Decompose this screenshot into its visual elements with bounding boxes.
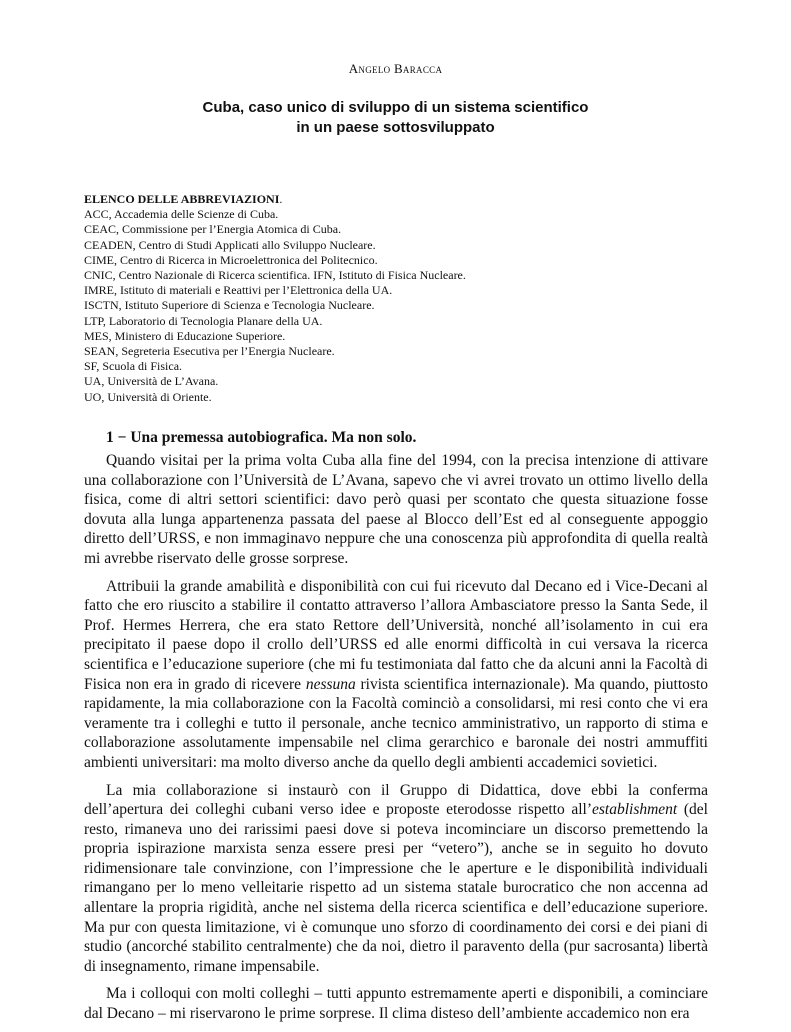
abbreviation-item: CNIC, Centro Nazionale di Ricerca scientifica. IFN, Istituto di Fisica Nucleare.	[84, 268, 466, 283]
title-line-1: Cuba, caso unico di sviluppo di un sistema scientifico	[202, 99, 589, 116]
section-1	[84, 428, 708, 1032]
paragraph-3: La mia collaborazione si instaurò con il Gruppo di Didattica, dove ebbi la conferma dell’apertura dei colleghi cubani verso idee e proposte eterodosse rispetto all’establishment (del resto, rimaneva uno dei rarissimi paesi dove si poteva incominciare un discorso premettendo la propria ispirazione marxista senza essere presi per “vetero”), anche se in seguito ho dovuto ridimensionare tale convinzione, con l’impressione che le aperture e le disponibilità individuali rimangano per lo meno velleitarie rispetto ad un sistema statale burocratico che non accenna ad allentare la propria rigidità, anche nel sistema della ricerca scientifica e dell’educazione superiore. Ma pur con questa limitazione, vi è comunque uno sforzo di coordinamento dei corsi e dei piani di studio (ancorché stabilito centralmente) che da noi, dietro il paravento della (pur sacrosanta) libertà di insegnamento, rimane impensabile.	[84, 781, 708, 975]
abbreviation-item: UA, Università de L’Avana.	[84, 374, 219, 389]
abbreviation-item: UO, Università di Oriente.	[84, 389, 212, 404]
abbreviations-list	[84, 192, 724, 405]
abbreviation-item: IMRE, Istituto di materiali e Reattivi per l’Elettronica della UA.	[84, 283, 393, 298]
author-name: Angelo Baracca	[348, 61, 443, 76]
abbreviation-item: MES, Ministero di Educazione Superiore.	[84, 328, 286, 343]
abbreviation-item: CEAC, Commissione per l’Energia Atomica di Cuba.	[84, 222, 342, 237]
abbreviation-item: SF, Scuola di Fisica.	[84, 359, 183, 374]
emphasis-text: nessuna	[305, 675, 356, 693]
abbreviation-item: ISCTN, Istituto Superiore di Scienza e Tecnologia Nucleare.	[84, 298, 375, 313]
paragraph-2: Attribuii la grande amabilità e disponibilità con cui fui ricevuto dal Decano ed i Vice-Decani al fatto che ero riuscito a stabilire il contatto attraverso l’allora Ambasciatore presso la Santa Sede, il Prof. Hermes Herrera, che era stato Rettore dell’Università, nonché all’isolamento in cui era precipitato il paese dopo il crollo dell’URSS ed alle enormi difficoltà in cui versava la ricerca scientifica e l’educazione superiore (che mi fu testimoniata dal fatto che da alcuni anni la Facoltà di Fisica non era in grado di ricevere nessuna rivista scientifica internazionale). Ma quando, piuttosto rapidamente, la mia collaborazione con la Facoltà cominciò a consolidarsi, mi resi conto che vi era veramente tra i colleghi e tutto il personale, anche tecnico amministrativo, un rapporto di stima e collaborazione assolutamente impensabile nel clima gerarchico e baronale dei nostri ammuffiti ambienti universitari: ma molto diverso anche da quello degli ambienti accademici sovietici.	[84, 577, 708, 771]
abbreviation-item: SEAN, Segreteria Esecutiva per l’Energia Nucleare.	[84, 344, 335, 359]
abbreviations-heading: ELENCO DELLE ABBREVIAZIONI.	[84, 192, 283, 206]
paper-title	[0, 98, 791, 138]
abbreviation-item: LTP, Laboratorio di Tecnologia Planare della UA.	[84, 313, 323, 328]
emphasis-text: establishment	[592, 801, 678, 819]
abbreviation-item: CIME, Centro di Ricerca in Microelettronica del Politecnico.	[84, 252, 378, 267]
abbreviation-item: ACC, Accademia delle Scienze di Cuba.	[84, 207, 279, 222]
paragraph-1: Quando visitai per la prima volta Cuba alla fine del 1994, con la precisa intenzione di attivare una collaborazione con l’Università de L’Avana, sapevo che vi avrei trovato un ottimo livello della fisica, come di altri settori scientifici: davo però quasi per scontato che questa situazione fosse dovuta alla lunga appartenenza passata del paese al Blocco dell’Est ed al conseguente appoggio diretto dell’URSS, e non immaginavo neppure che una conoscenza più approfondita di quella realtà mi avrebbe riservato delle grosse sorprese.	[84, 452, 708, 567]
section-heading: 1 − Una premessa autobiografica. Ma non solo.	[106, 429, 417, 446]
abbreviation-item: CEADEN, Centro di Studi Applicati allo Sviluppo Nucleare.	[84, 237, 376, 252]
paragraph-4: Ma i colloqui con molti colleghi – tutti appunto estremamente aperti e disponibili, a cominciare dal Decano – mi riservarono le prime sorprese. Il clima disteso dell’ambiente accademico non era	[84, 985, 708, 1023]
title-line-2: in un paese sottosviluppato	[296, 119, 495, 136]
